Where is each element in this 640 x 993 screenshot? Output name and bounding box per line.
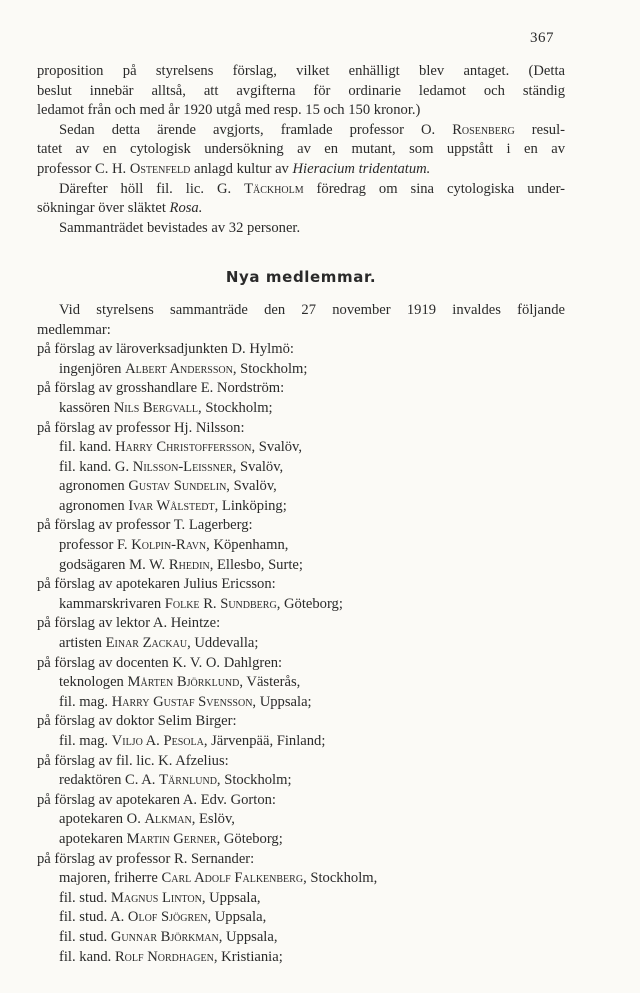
paragraph-line: Därefter höll fil. lic. G. Täckholm föredrag om sina cytologiska under- xyxy=(59,180,566,197)
intro-line: proposition på styrelsens förslag, vilket enhälligt blev antaget. (Detta xyxy=(37,63,565,79)
member-name: Martin Gerner xyxy=(126,830,217,847)
member-name: Nils Bergvall xyxy=(113,399,199,416)
page-number: 367 xyxy=(530,30,554,46)
paragraph-line: Sedan detta ärende avgjorts, framlade professor O. Rosenberg resul- xyxy=(59,121,565,138)
member-entry: redaktören C. A. Tärnlund, Stockholm; xyxy=(59,772,292,789)
member-entry: fil. stud. Gunnar Björkman, Uppsala, xyxy=(59,928,278,945)
member-name: Harry Christoffersson xyxy=(114,439,252,456)
member-name: Harry Gustaf Svensson xyxy=(111,693,253,710)
member-entry: agronomen Ivar Wålstedt, Linköping; xyxy=(59,497,287,514)
proposer-line: på förslag av docenten K. V. O. Dahlgren: xyxy=(37,654,283,671)
member-entry: godsägaren M. W. Rhedin, Ellesbo, Surte; xyxy=(59,556,303,573)
member-entry: apotekaren O. Alkman, Eslöv, xyxy=(59,811,235,828)
member-entry: agronomen Gustav Sundelin, Svalöv, xyxy=(59,478,277,495)
person-name: Rosenberg xyxy=(452,121,515,138)
member-name: Kolpin-Ravn xyxy=(131,537,207,554)
member-entry: fil. mag. Harry Gustaf Svensson, Uppsala; xyxy=(59,693,312,710)
member-entry: professor F. Kolpin-Ravn, Köpenhamn, xyxy=(59,537,289,554)
member-entry: fil. stud. Magnus Linton, Uppsala, xyxy=(59,889,261,906)
member-name: Rolf Nordhagen xyxy=(114,948,214,965)
member-entry: fil. kand. Rolf Nordhagen, Kristiania; xyxy=(59,948,283,965)
member-entry: ingenjören Albert Andersson, Stockholm; xyxy=(59,360,308,377)
proposer-line: på förslag av professor R. Sernander: xyxy=(37,850,255,867)
proposer-line: på förslag av doktor Selim Birger: xyxy=(37,713,237,730)
member-name: Ivar Wålstedt xyxy=(128,497,215,514)
member-entry: fil. mag. Viljo A. Pesola, Järvenpää, Finland; xyxy=(59,733,326,749)
proposer-line: på förslag av lektor A. Heintze: xyxy=(37,615,221,632)
member-entry: majoren, friherre Carl Adolf Falkenberg, Stockholm, xyxy=(59,870,378,887)
proposer-group xyxy=(37,791,565,850)
proposer-group xyxy=(37,516,565,575)
paragraph-line: sökningar över släktet Rosa. xyxy=(37,200,203,217)
member-entry: fil. stud. A. Olof Sjögren, Uppsala, xyxy=(59,909,267,926)
member-name: Alkman xyxy=(144,811,192,828)
taxon-name: Rosa. xyxy=(169,200,203,217)
proposer-group xyxy=(37,340,565,379)
person-name: Täckholm xyxy=(244,180,304,197)
member-name: Albert Andersson xyxy=(125,360,233,377)
proposer-group xyxy=(37,654,565,713)
proposer-group xyxy=(37,752,565,791)
taxon-name: Hieracium tridentatum. xyxy=(292,160,431,177)
proposer-group xyxy=(37,419,565,517)
member-name: Gunnar Björkman xyxy=(110,928,219,945)
proposer-line: på förslag av apotekaren Julius Ericsson: xyxy=(37,576,276,593)
person-name: Ostenfeld xyxy=(129,160,191,177)
member-name: Rhedin xyxy=(168,556,210,573)
proposer-group xyxy=(37,712,565,751)
member-entry: apotekaren Martin Gerner, Göteborg; xyxy=(59,830,283,847)
proposer-group xyxy=(37,614,565,653)
intro-line: ledamot från och med år 1920 utgå med resp. 15 och 150 kronor.) xyxy=(37,102,421,119)
paragraph-line: Sammanträdet bevistades av 32 personer. xyxy=(59,219,301,236)
member-entry: kammarskrivaren Folke R. Sundberg, Göteborg; xyxy=(59,595,343,612)
member-entry: artisten Einar Zackau, Uddevalla; xyxy=(59,635,259,652)
member-name: Viljo A. Pesola xyxy=(111,733,204,749)
member-name: Gustav Sundelin xyxy=(128,478,227,495)
text-block xyxy=(37,62,565,967)
proposer-group xyxy=(37,379,565,418)
member-entry: fil. kand. G. Nilsson-Leissner, Svalöv, xyxy=(59,458,284,475)
members-intro-line: medlemmar: xyxy=(37,321,111,338)
paragraph-line: professor C. H. Ostenfeld anlagd kultur av Hieracium tridentatum. xyxy=(37,160,431,177)
member-name: Folke R. Sundberg xyxy=(164,595,277,612)
proposer-line: på förslag av professor Hj. Nilsson: xyxy=(37,419,245,436)
member-name: Einar Zackau xyxy=(105,635,188,652)
member-name: Carl Adolf Falkenberg xyxy=(161,870,304,887)
member-entry: kassören Nils Bergvall, Stockholm; xyxy=(59,399,273,416)
member-name: Nilsson-Leissner xyxy=(132,458,233,475)
member-list xyxy=(37,340,565,967)
members-intro-line: Vid styrelsens sammanträde den 27 november 1919 invaldes följande xyxy=(59,301,565,318)
section-heading: Nya medlemmar. xyxy=(225,268,377,287)
proposer-group xyxy=(37,575,565,614)
proposer-line: på förslag av fil. lic. K. Afzelius: xyxy=(37,752,229,769)
member-entry: teknologen Mårten Björklund, Västerås, xyxy=(59,674,301,691)
member-name: Olof Sjögren xyxy=(127,909,208,926)
proposer-line: på förslag av grosshandlare E. Nordström: xyxy=(37,380,285,397)
proposer-line: på förslag av professor T. Lagerberg: xyxy=(37,517,253,534)
intro-line: beslut innebär alltså, att avgifterna för ordinarie ledamot och ständig xyxy=(37,82,565,99)
proposer-group xyxy=(37,850,565,968)
proposer-line: på förslag av läroverksadjunkten D. Hylmö: xyxy=(37,341,294,358)
proposer-line: på förslag av apotekaren A. Edv. Gorton: xyxy=(37,791,276,808)
member-entry: fil. kand. Harry Christoffersson, Svalöv, xyxy=(59,439,303,456)
member-name: Magnus Linton xyxy=(110,889,202,906)
member-name: Mårten Björklund xyxy=(127,674,240,691)
member-name: Tärnlund xyxy=(159,772,217,789)
paragraph-line: tatet av en cytologisk undersökning av en mutant, som uppstått i en av xyxy=(37,141,565,158)
